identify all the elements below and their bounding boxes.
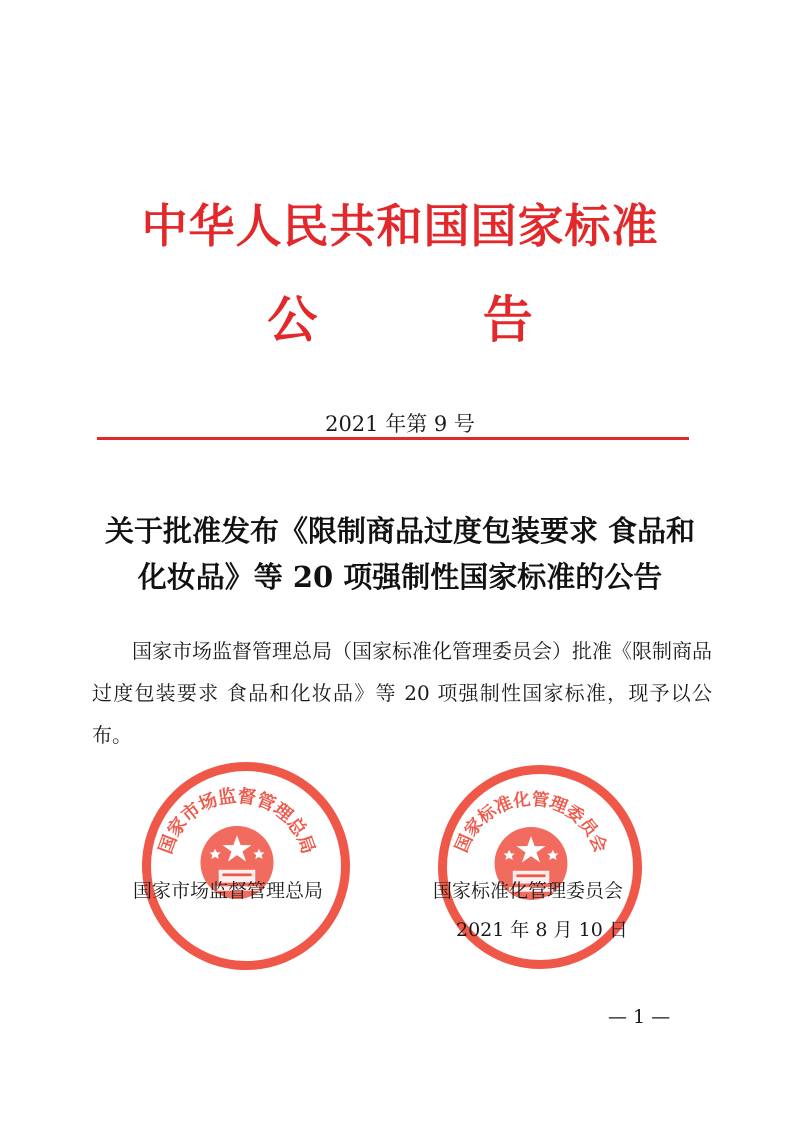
market-regulation-seal <box>142 762 350 970</box>
signature-date: 2021 年 8 月 10 日 <box>456 919 628 941</box>
document-title <box>60 508 740 600</box>
page-number: — 1 — <box>608 1006 671 1028</box>
issue-number: 2021 年第 9 号 <box>325 412 475 436</box>
signature-right: 国家标准化管理委员会 <box>433 880 624 902</box>
seal-emblem-graphic <box>142 762 332 952</box>
masthead-subtitle: 公 告 <box>267 290 607 349</box>
seal-arc-text-right: 国家标准化管理委员会 <box>451 789 611 856</box>
document-title-line-1: 关于批准发布《限制商品过度包装要求 食品和 <box>104 514 696 548</box>
masthead-title: 中华人民共和国国家标准 <box>141 199 659 253</box>
signature-left: 国家市场监督管理总局 <box>133 880 324 902</box>
red-divider <box>97 437 689 440</box>
body-paragraph: 国家市场监督管理总局（国家标准化管理委员会）批准《限制商品过度包装要求 食品和化妆品》等 20 项强制性国家标准，现予以公布。 <box>92 639 712 747</box>
seal-arc-text-left: 国家市场监督管理总局 <box>155 785 319 857</box>
document-title-line-2: 化妆品》等 20 项强制性国家标准的公告 <box>137 560 663 594</box>
